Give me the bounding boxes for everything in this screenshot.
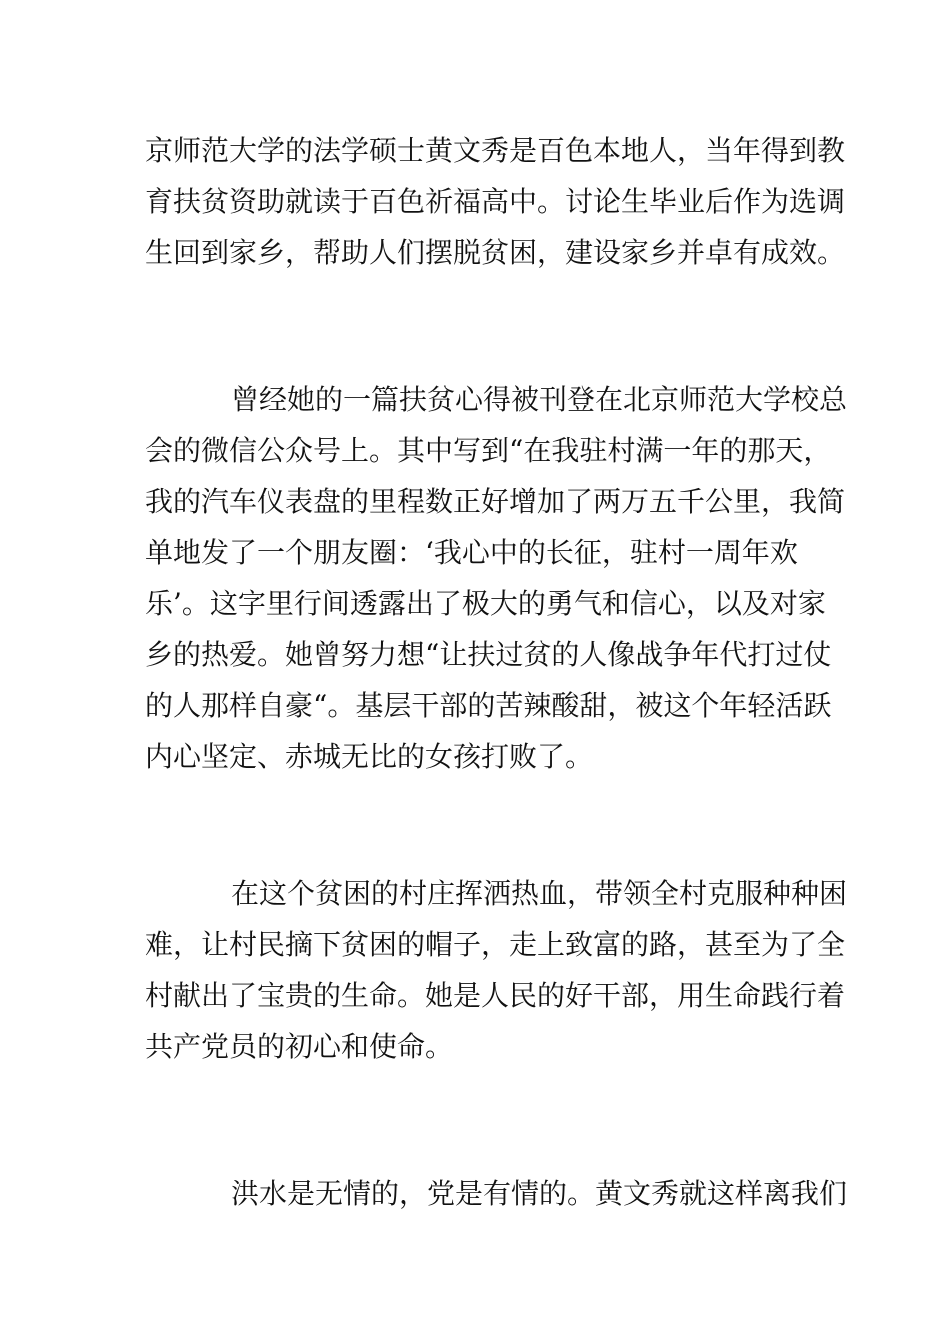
paragraph-1 xyxy=(145,125,845,278)
paragraph-line: 生回到家乡，帮助人们摆脱贫困，建设家乡并卓有成效。 xyxy=(145,236,846,269)
paragraph-line: 京师范大学的法学硕士黄文秀是百色本地人，当年得到教 xyxy=(145,134,846,167)
paragraph-3 xyxy=(145,868,847,1072)
paragraph-line: 内心坚定、赤城无比的女孩打败了。 xyxy=(145,740,594,773)
paragraph-line: 育扶贫资助就读于百色祈福高中。讨论生毕业后作为选调 xyxy=(145,185,846,218)
paragraph-line: 乐’。这字里行间透露出了极大的勇气和信心，以及对家 xyxy=(145,587,826,620)
paragraph-line: 的人那样自豪“。基层干部的苦辣酸甜，被这个年轻活跃 xyxy=(145,689,832,722)
paragraph-line-first: 洪水是无情的，党是有情的。黄文秀就这样离我们 xyxy=(231,1177,848,1210)
paragraph-line: 会的微信公众号上。其中写到“在我驻村满一年的那天， xyxy=(145,434,832,467)
paragraph-line: 单地发了一个朋友圈：‘我心中的长征，驻村一周年欢 xyxy=(145,536,798,569)
paragraph-line: 共产党员的初心和使命。 xyxy=(145,1030,454,1063)
paragraph-line: 我的汽车仪表盘的里程数正好增加了两万五千公里，我简 xyxy=(145,485,846,518)
paragraph-2 xyxy=(145,374,847,782)
paragraph-4 xyxy=(145,1168,847,1219)
paragraph-line: 乡的热爱。她曾努力想“让扶过贫的人像战争年代打过仗 xyxy=(145,638,832,671)
paragraph-line-first: 在这个贫困的村庄挥洒热血，带领全村克服种种困 xyxy=(231,877,848,910)
paragraph-line: 村献出了宝贵的生命。她是人民的好干部，用生命践行着 xyxy=(145,979,846,1012)
paragraph-line-first: 曾经她的一篇扶贫心得被刊登在北京师范大学校总 xyxy=(231,383,848,416)
paragraph-line: 难，让村民摘下贫困的帽子，走上致富的路，甚至为了全 xyxy=(145,928,846,961)
